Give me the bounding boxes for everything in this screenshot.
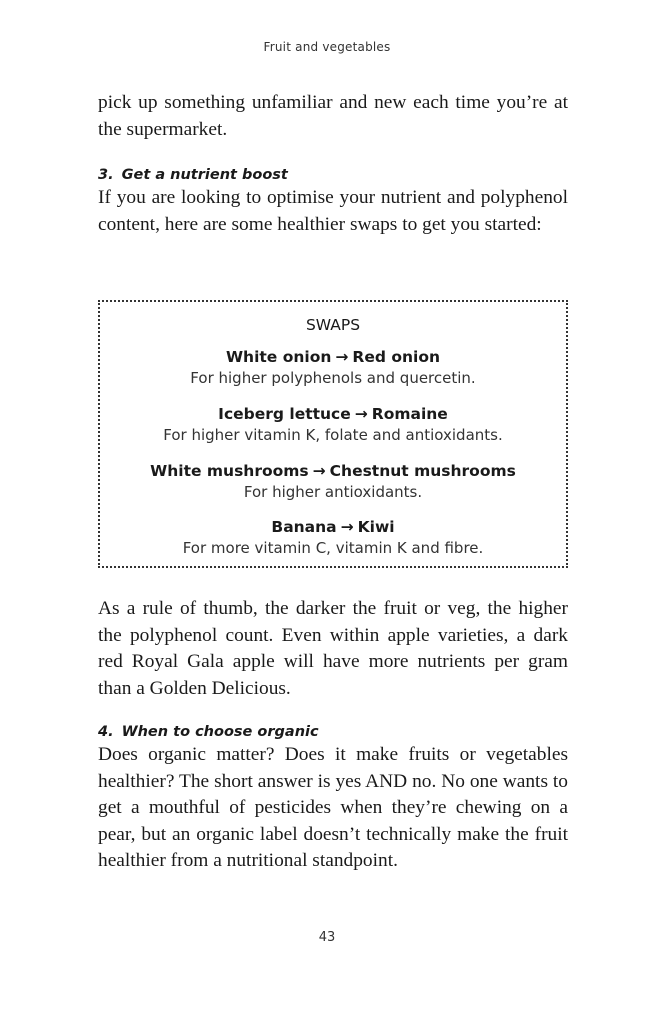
page-content-lower <box>98 596 568 875</box>
section-3-title: Get a nutrient boost <box>121 167 288 183</box>
swap-from: Banana <box>271 518 337 536</box>
section-3-heading <box>98 165 568 185</box>
arrow-right-icon: → <box>335 348 349 366</box>
intro-paragraph: pick up something unfamiliar and new each time you’re at the supermarket. <box>98 92 568 140</box>
swap-note: For higher vitamin K, folate and antioxidants. <box>163 426 503 444</box>
swap-from: Iceberg lettuce <box>218 405 351 423</box>
swap-item <box>100 460 566 503</box>
arrow-right-icon: → <box>354 405 368 423</box>
swap-from: White onion <box>225 348 332 366</box>
section-4-number: 4. <box>98 724 114 740</box>
swap-from: White mushrooms <box>150 462 309 480</box>
running-head: Fruit and vegetables <box>263 40 391 54</box>
swap-heading <box>100 516 566 538</box>
swaps-title: SWAPS <box>305 316 361 334</box>
page-number: 43 <box>318 930 336 945</box>
swap-heading <box>100 460 566 482</box>
section-4-heading <box>98 722 568 742</box>
arrow-right-icon: → <box>340 518 354 536</box>
swap-heading <box>100 346 566 368</box>
swap-note: For higher antioxidants. <box>243 483 423 501</box>
section-3-number: 3. <box>98 167 114 183</box>
swaps-box <box>98 300 568 568</box>
arrow-right-icon: → <box>312 462 326 480</box>
swap-item <box>100 516 566 559</box>
swap-to: Kiwi <box>357 518 395 536</box>
section-3-paragraph: If you are looking to optimise your nutrient and polyphenol content, here are some healthier swaps to get you started: <box>98 187 568 235</box>
swap-to: Romaine <box>371 405 448 423</box>
rule-of-thumb-paragraph: As a rule of thumb, the darker the fruit or veg, the higher the polyphenol count. Even within apple varieties, a dark red Royal Gala apple will have more nutrients per gram than a Golden Delicious. <box>98 598 568 699</box>
section-4-title: When to choose organic <box>121 724 319 740</box>
swap-heading <box>100 403 566 425</box>
swap-item <box>100 346 566 389</box>
swap-item <box>100 403 566 446</box>
swap-to: Chestnut mushrooms <box>329 462 516 480</box>
section-4-paragraph: Does organic matter? Does it make fruits or vegetables healthier? The short answer is yes AND no. No one wants to get a mouthful of pesticides when they’re chewing on a pear, but an organic label doesn’t technically make the fruit healthier from a nutritional standpoint. <box>98 744 568 871</box>
swap-note: For higher polyphenols and quercetin. <box>190 369 476 387</box>
page-content <box>98 90 568 238</box>
swap-note: For more vitamin C, vitamin K and fibre. <box>182 539 484 557</box>
swap-to: Red onion <box>352 348 441 366</box>
